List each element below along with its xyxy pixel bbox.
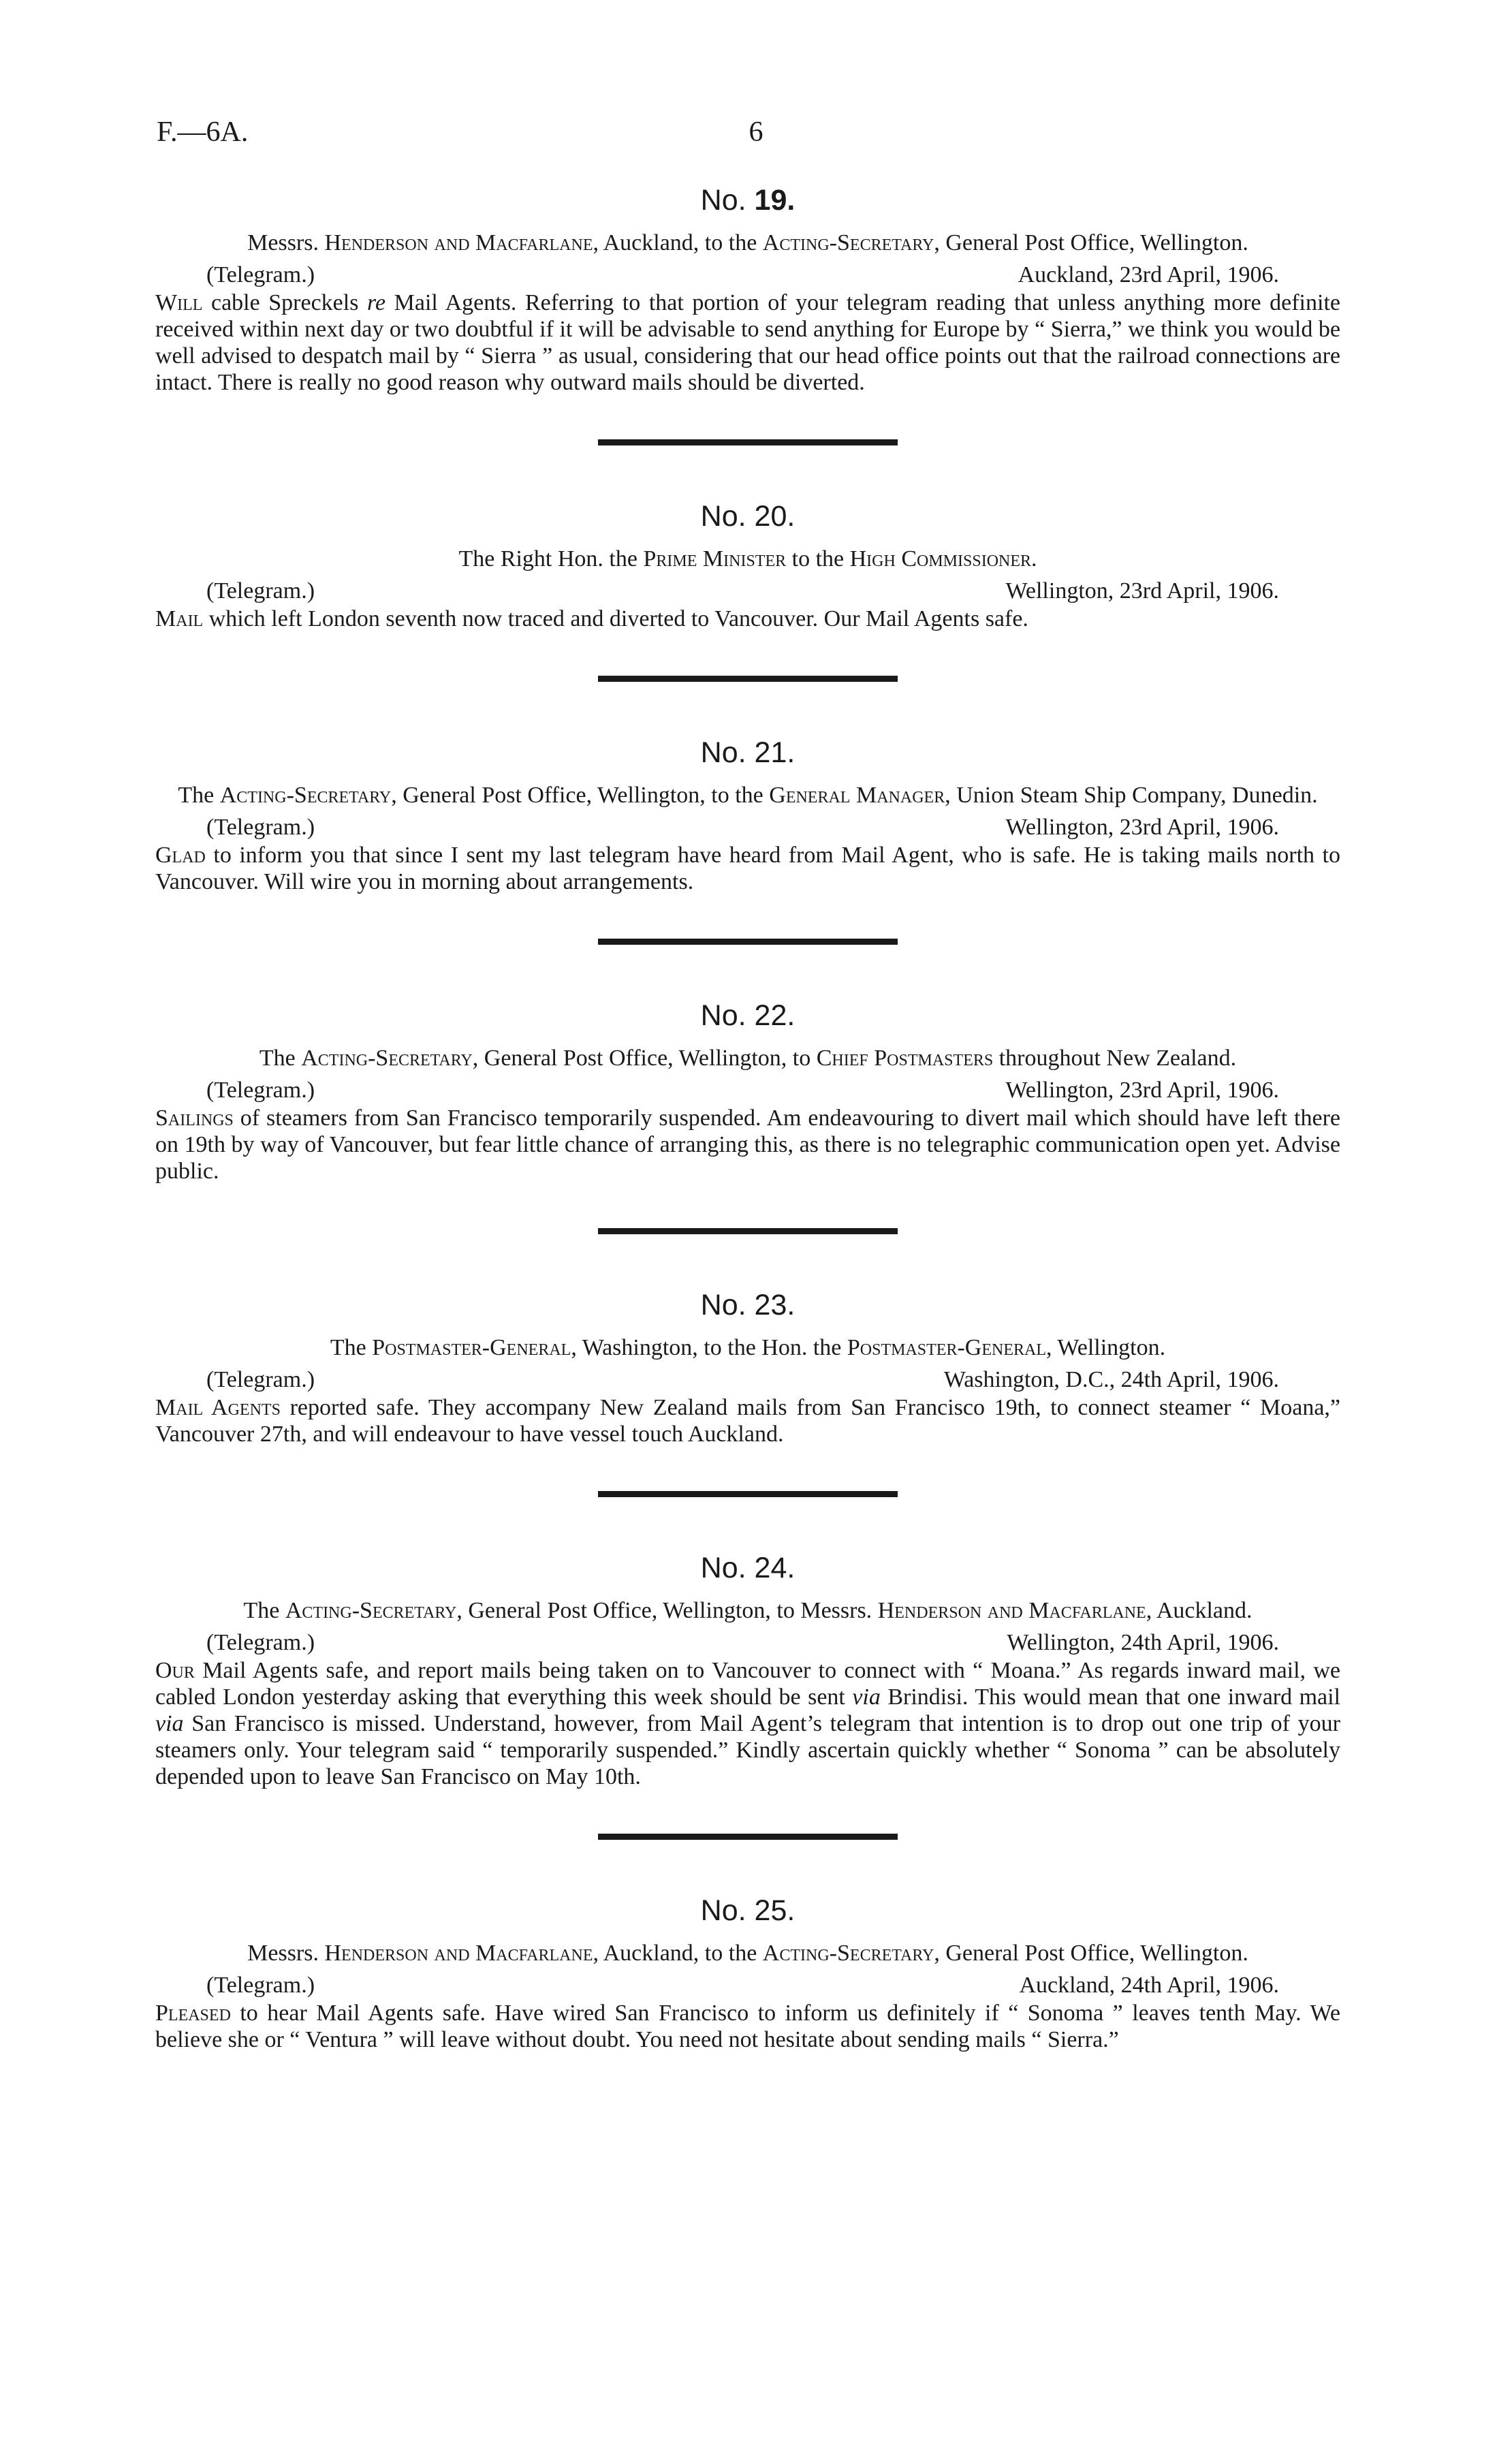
entry-heading: Messrs. Henderson and Macfarlane, Auckland, to the Acting-Secretary, General Post Office, Wellington. — [247, 230, 1248, 255]
telegram-label: (Telegram.) — [206, 815, 315, 840]
entry-meta — [155, 813, 1340, 842]
entry-meta — [155, 1629, 1340, 1657]
document-body — [155, 184, 1340, 2053]
entry-meta — [155, 1971, 1340, 2000]
telegram-text: Mail Agents reported safe. They accompany New Zealand mails from San Francisco 19th, to connect steamer “ Moana,” Vancouver 27th, and will endeavour to have vessel touch Auckland. — [155, 1395, 1340, 1447]
telegram-entry — [155, 1894, 1340, 2053]
telegram-entry — [155, 1289, 1340, 1447]
entry-number: No. 19. — [700, 184, 796, 217]
telegram-label: (Telegram.) — [206, 1630, 315, 1655]
telegram-entry — [155, 184, 1340, 396]
section-divider — [598, 676, 898, 682]
entry-number: No. 25. — [700, 1894, 796, 1927]
entry-number: No. 20. — [700, 500, 796, 533]
entry-number: No. 23. — [700, 1289, 796, 1321]
place-date: Wellington, 23rd April, 1906. — [1005, 578, 1279, 603]
place-date: Auckland, 24th April, 1906. — [1019, 1973, 1279, 1998]
telegram-label: (Telegram.) — [206, 1078, 315, 1103]
telegram-text: Sailings of steamers from San Francisco temporarily suspended. Am endeavouring to divert mail which should have left there on 19th by way of Vancouver, but fear little chance of arranging this, as there is no telegraphic communication open yet. Advise public. — [155, 1106, 1340, 1184]
section-divider — [598, 1491, 898, 1497]
entry-heading: The Acting-Secretary, General Post Office, Wellington, to the General Manager, Union Steam Ship Company, Dunedin. — [178, 783, 1318, 808]
place-date: Wellington, 23rd April, 1906. — [1005, 815, 1279, 840]
place-date: Auckland, 23rd April, 1906. — [1018, 262, 1279, 287]
entry-heading: Messrs. Henderson and Macfarlane, Auckland, to the Acting-Secretary, General Post Office, Wellington. — [247, 1941, 1248, 1966]
document-code: F.—6A. — [157, 116, 249, 148]
telegram-text: Glad to inform you that since I sent my last telegram have heard from Mail Agent, who is safe. He is taking mails north to Vancouver. Will wire you in morning about arrangements. — [155, 843, 1340, 894]
entry-meta — [155, 261, 1340, 289]
place-date: Wellington, 23rd April, 1906. — [1005, 1078, 1279, 1103]
section-divider — [598, 939, 898, 945]
telegram-text: Pleased to hear Mail Agents safe. Have wired San Francisco to inform us definitely if “ Sonoma ” leaves tenth May. We believe she or “ Ventura ” will leave without doubt. You need not hesitate about sending mails “ Sierra.” — [155, 2001, 1340, 2052]
entry-heading: The Right Hon. the Prime Minister to the High Commissioner. — [458, 546, 1037, 571]
telegram-entry — [155, 500, 1340, 632]
section-divider — [598, 1228, 898, 1234]
section-divider — [598, 1834, 898, 1840]
telegram-entry — [155, 1552, 1340, 1790]
entry-heading: The Postmaster-General, Washington, to the Hon. the Postmaster-General, Wellington. — [330, 1335, 1166, 1360]
page-header — [157, 116, 1355, 157]
telegram-label: (Telegram.) — [206, 1973, 315, 1998]
entry-number: No. 22. — [700, 999, 796, 1032]
telegram-text: Our Mail Agents safe, and report mails being taken on to Vancouver to connect with “ Moana.” As regards inward mail, we cabled London yesterday asking that everything this week should be sent via Brindisi. This would mean that one inward mail via San Francisco is missed. Understand, however, from Mail Agent’s telegram that intention is to drop out one trip of your steamers only. Your telegram said “ temporarily suspended.” Kindly ascertain quickly whether “ Sonoma ” can be absolutely depended upon to leave San Francisco on May 10th. — [155, 1658, 1340, 1789]
entry-meta — [155, 1366, 1340, 1394]
entry-meta — [155, 577, 1340, 606]
place-date: Washington, D.C., 24th April, 1906. — [943, 1367, 1279, 1392]
entry-heading: The Acting-Secretary, General Post Office, Wellington, to Chief Postmasters throughout New Zealand. — [259, 1046, 1237, 1071]
telegram-label: (Telegram.) — [206, 578, 315, 603]
page-number: 6 — [749, 116, 763, 148]
telegram-text: Mail which left London seventh now traced and diverted to Vancouver. Our Mail Agents safe. — [155, 606, 1028, 631]
telegram-label: (Telegram.) — [206, 262, 315, 287]
telegram-entry — [155, 999, 1340, 1185]
entry-heading: The Acting-Secretary, General Post Office, Wellington, to Messrs. Henderson and Macfarlane, Auckland. — [243, 1598, 1253, 1623]
place-date: Wellington, 24th April, 1906. — [1007, 1630, 1279, 1655]
telegram-label: (Telegram.) — [206, 1367, 315, 1392]
entry-number: No. 21. — [700, 736, 796, 769]
entry-meta — [155, 1076, 1340, 1105]
entry-number: No. 24. — [700, 1552, 796, 1584]
section-divider — [598, 439, 898, 445]
telegram-entry — [155, 736, 1340, 895]
telegram-text: Will cable Spreckels re Mail Agents. Referring to that portion of your telegram reading that unless anything more definite received within next day or two doubtful if it will be advisable to send anything for Europe by “ Sierra,” we think you would be well advised to despatch mail by “ Sierra ” as usual, considering that our head office points out that the railroad connections are intact. There is really no good reason why outward mails should be diverted. — [155, 290, 1340, 395]
